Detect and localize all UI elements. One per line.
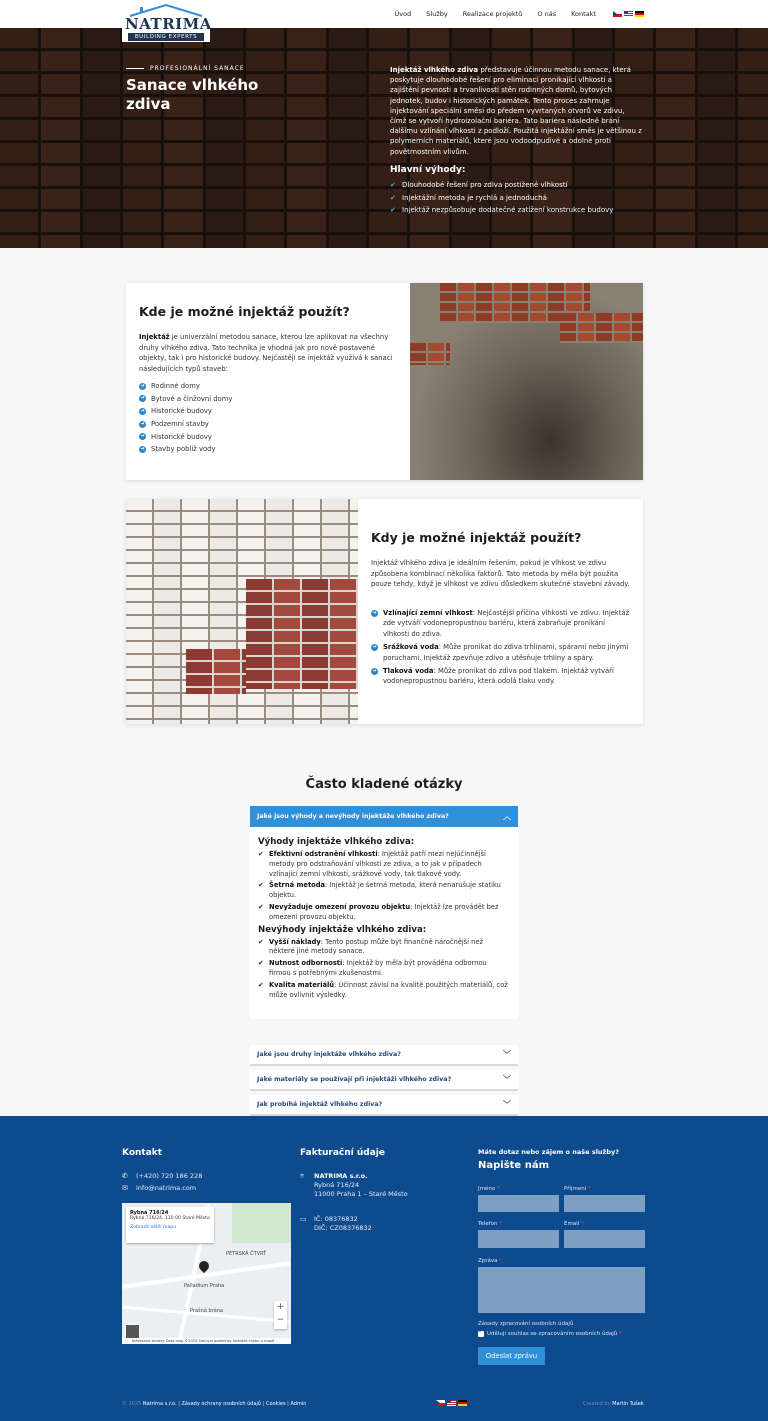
footer-billing-title: Fakturační údaje [300,1148,385,1158]
last-name-label: Příjmení * [564,1186,591,1192]
menu-item-o-nas[interactable]: O nás [537,10,557,18]
form-title: Napište nám [478,1160,549,1171]
language-switcher [613,11,644,17]
hero-kicker: PROFESIONÁLNÍ SANACE [150,65,245,72]
exposed-brick [560,313,643,343]
de-flag-icon[interactable] [635,11,644,17]
where-title: Kde je možné injektáž použít? [139,304,350,319]
logo-wordmark: NATRIMA [125,15,212,33]
map-label: Palladium Praha [184,1283,225,1289]
de-flag-icon[interactable] [458,1400,467,1406]
arrow-circle-icon: ➜ [140,382,145,389]
check-icon: ✔ [258,902,264,911]
main-menu [395,0,644,28]
en-flag-icon[interactable] [447,1400,456,1406]
check-icon: ✔ [390,181,396,190]
white-brick-wall-photo [126,499,358,724]
where-intro: Injektáž je univerzální metodou sanace, kterou lze aplikovat na všechny druhy vlhkého zdiva. Tato technika je vhodná jak pro nově postavené objekty, tak i pro historické budovy. Nejčastěji se injektáž využívá k sanaci následujících typů staveb: [139,333,393,373]
menu-item-uvod[interactable]: Úvod [394,10,412,18]
chevron-down-icon: ﹀ [503,1075,511,1084]
list-item: ➜ Rodinné domy [140,382,200,391]
list-item: ➜ Podzemní stavby [140,420,209,429]
list-item: ➜ Tlaková voda: Může pronikat do zdiva pod tlakem. Injektáž vytváří vodonepropustnou bariéru, která odolá tlaku vody. [372,667,614,686]
email-label: Email * [564,1221,584,1227]
list-item: ✔ Kvalita materiálů: Účinnost závisí na kvalitě použitých materiálů, což může ovlivnit výsledky. [258,980,508,999]
check-icon: ✔ [390,206,396,215]
phone-label: Telefon * [478,1221,503,1227]
first-name-label: Jméno * [478,1186,500,1192]
footer-legal-links: © 2025 Natrima s.r.o. | Zásady ochrany osobních údajů | Cookies | Admin [122,1401,307,1407]
pros-list [258,850,510,923]
chevron-up-icon: ︿ [503,812,511,821]
chevron-down-icon: ﹀ [503,1050,511,1059]
privacy-link[interactable]: Zásady ochrany osobních údajů [181,1401,262,1407]
map-zoom-out-button[interactable]: − [276,1315,285,1325]
faq-question[interactable]: Jak probíhá injektáž vlhkého zdiva? ﹀ [250,1095,518,1116]
arrow-circle-icon: ➜ [140,407,145,414]
menu-item-sluzby[interactable]: Služby [426,10,448,18]
en-flag-icon[interactable] [624,11,633,17]
map-zoom-control [274,1301,287,1329]
map-attribution: Klávesové zkratky Data map ©2025 Smluvní podmínky Nahlásit chybu v mapě [122,1338,291,1344]
hero-section [0,28,768,248]
faq-question[interactable]: Jaké jsou druhy injektáže vlhkého zdiva? ﹀ [250,1045,518,1066]
when-intro: Injektáž vlhkého zdiva je ideálním řešením, pokud je vlhkost ve zdivu způsobena kombinací několika faktorů. Tato metoda by měla být použita pouze tehdy, když je vlhkost ve zdivu důsledkem skutečné stavební závady. [371,559,630,589]
pros-title: Výhody injektáže vlhkého zdiva: [258,837,415,847]
footer-contact-title: Kontakt [122,1148,163,1158]
list-item: ➜ Bytové a činžovní domy [140,394,233,403]
footer-credits: Created by Martin Tušek [583,1401,644,1407]
check-icon: ✔ [258,937,264,946]
email-input[interactable] [564,1230,645,1248]
message-label: Zpráva * [478,1258,503,1264]
list-item: ➜ Srážková voda: Může pronikat do zdiva trhlinami, spárami nebo jinými poruchami. Injektáž zpevňuje zdivo a utěsňuje trhliny a spáry. [372,643,629,662]
damp-wall-photo [410,283,643,480]
check-icon: ✔ [258,980,264,989]
footer-email[interactable]: ✉ info@natrima.com [122,1184,197,1192]
id-card-icon: ▭ [300,1215,307,1223]
arrow-circle-icon: ➜ [372,667,377,674]
arrow-circle-icon: ➜ [140,433,145,440]
gdpr-checkbox[interactable] [478,1331,484,1337]
when-card [126,499,643,724]
message-textarea[interactable] [478,1267,645,1313]
natrima-logo[interactable] [122,2,210,42]
menu-item-realizace[interactable]: Realizace projektů [462,10,523,18]
list-item: ✔ Nevyžaduje omezení provozu objektu: Injektáž lze provádět bez omezení provozu objektu. [258,902,499,921]
map-label: PETRSKÁ ČTVRŤ [226,1251,267,1257]
red-brick-area [186,649,246,694]
cz-flag-icon[interactable] [613,11,622,17]
gdpr-consent-label: Uděluji souhlas se zpracováním osobních údajů * [487,1331,622,1337]
map-pin-icon[interactable] [197,1259,211,1273]
arrow-circle-icon: ➜ [372,643,377,650]
hero-title: Sanace vlhkého zdiva [126,76,259,113]
map-info-card: Rybná 716/24 Rybná 716/24, 110 00 Staré Město Zobrazit větší mapu [126,1207,214,1243]
top-navbar [0,0,768,40]
list-item: ➜ Stavby poblíž vody [140,445,216,454]
gdpr-title[interactable]: Zásady zpracování osobních údajů [478,1321,574,1327]
faq-question-open[interactable]: Jaké jsou výhody a nevýhody injektáže vlhkého zdiva? ︿ [250,806,518,827]
author-link[interactable]: Martin Tušek [612,1401,644,1407]
cz-flag-icon[interactable] [436,1400,445,1406]
cons-title: Nevýhody injektáže vlhkého zdiva: [258,924,427,935]
faq-accordion [250,806,518,1116]
map-larger-link[interactable]: Zobrazit větší mapu [130,1224,177,1230]
first-name-input[interactable] [478,1195,559,1212]
faq-title: Často kladené otázky [305,777,463,792]
hero-description-rest: představuje účinnou metodu sanace, která poskytuje dlouhodobé řešení pro eliminaci pronikající vlhkosti a zajištění pevnosti a trvanlivosti stěn rodinných domů, bytových jednotek, budov i historických památek. Tento proces zahrnuje injektování speciální směsi do předem vyvrtaných otvorů ve zdivu, čímž se vytvoří hydroizolační bariéra. Tato bariéra následně brání dalšímu vzlínání vlhkosti z podloží. Použitá injektážní směs je většinou z polymerních materiálů, které jsou vodoodpudivé a odolné proti povětrnostním vlivům. [390,66,642,156]
form-kicker: Máte dotaz nebo zájem o naše služby? [478,1148,620,1156]
check-icon: ✔ [258,850,264,858]
arrow-circle-icon: ➜ [140,395,145,402]
send-message-button[interactable]: Odeslat zprávu [478,1347,545,1365]
map-pegman-icon[interactable] [125,1324,140,1339]
mail-icon: ✉ [122,1184,128,1192]
faq-question[interactable]: Jaké materiály se používají při injektáži vlhkého zdiva? ﹀ [250,1070,518,1091]
google-map[interactable] [122,1203,291,1344]
chevron-down-icon: ﹀ [503,1100,511,1109]
cons-list [258,938,510,1001]
list-item: ✔ Injektáž nezpůsobuje dodatečné zatížení konstrukce budovy [390,206,614,215]
list-item: ✔ Nutnost odbornosti: Injektáž by měla být prováděna odbornou firmou s potřebnými zkušenostmi. [258,959,487,977]
hero-description-bold: Injektáž vlhkého zdiva [390,66,479,74]
last-name-input[interactable] [564,1195,645,1212]
footer-company-ids: ▭ IČ: 08376832 DIČ: CZ08376832 [300,1215,372,1232]
footer [0,1116,768,1421]
arrow-circle-icon: ➜ [372,609,377,616]
exposed-brick [410,343,450,365]
phone-icon: ✆ [122,1172,128,1180]
arrow-circle-icon: ➜ [140,420,145,427]
hero-advantages-title: Hlavní výhody: [390,165,466,175]
list-item: ✔ Šetrná metoda: Injektáž je šetrná metoda, která nenarušuje statiku objektu. [258,881,501,900]
list-item: ✔ Efektivní odstranění vlhkosti: Injektáž patří mezi nejúčinnější metody pro odstraňování vlhkosti ze zdiva, a to jak v případech vzlínající zemní vlhkosti, srážkové vody, tak tlakové vody. [258,850,486,878]
footer-address: ⌾ NATRIMA s.r.o. Rybná 716/24 11000 Praha 1 – Staré Město [300,1172,408,1198]
location-pin-icon: ⌾ [300,1172,305,1180]
admin-link[interactable]: Admin [290,1401,307,1407]
red-brick-area [246,579,358,689]
list-item: ➜ Historické budovy [140,432,212,441]
footer-phone[interactable]: ✆ (+420) 720 186 228 [122,1172,203,1180]
map-label: Prašná brána [190,1308,224,1314]
list-item: ➜ Vzlínající zemní vlhkost: Nejčastější příčina vlhkosti ve zdivu. Injektáž zde vytváří vodonepropustnou bariéru, která zabraňuje pronikání vlhkosti do zdiva. [372,609,630,638]
faq-answer [250,827,518,1019]
cookies-link[interactable]: Cookies [265,1401,286,1407]
where-list [139,380,232,456]
arrow-circle-icon: ➜ [140,445,145,452]
check-icon: ✔ [258,959,264,968]
logo-tagline: BUILDING EXPERTS [128,33,204,41]
when-title: Kdy je možné injektáž použít? [371,530,582,545]
map-zoom-in-button[interactable]: + [276,1302,285,1312]
list-item: ✔ Vyšší náklady: Tento postup může být finančně náročnější než některé jiné metody sanace. [258,937,484,956]
menu-item-kontakt[interactable]: Kontakt [571,10,596,18]
hero-advantages-list [390,179,613,217]
where-card [126,283,643,480]
hero-description [390,65,642,157]
when-list [371,608,633,690]
list-item: ✔ Injektážní metoda je rychlá a jednoduchá [390,193,547,202]
footer-language-switcher [436,1400,467,1406]
map-park-area [232,1203,291,1243]
phone-input[interactable] [478,1230,559,1248]
list-item: ✔ Dlouhodobé řešení pro zdiva postižené vlhkostí [390,181,568,190]
check-icon: ✔ [390,193,396,202]
list-item: ➜ Historické budovy [140,407,212,416]
check-icon: ✔ [258,881,264,890]
